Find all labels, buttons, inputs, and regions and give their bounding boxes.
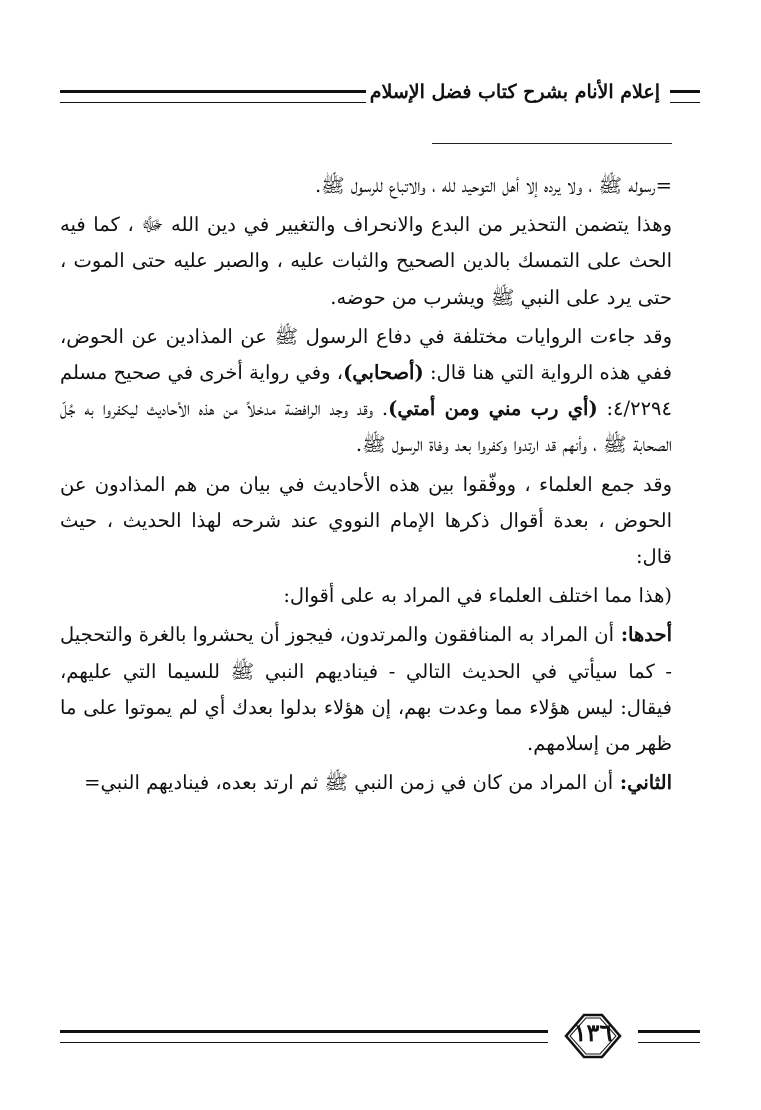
paragraph [60,467,672,576]
bold-phrase: أحدها: [614,623,672,647]
text-run: =رسوله ﷺ ، ولا يرده إلا أهل التوحيد لله ، والاتباع للرسول ﷺ. [314,174,672,197]
header-rule-left [60,90,382,103]
header-rule-right [670,90,700,103]
paragraph [60,765,672,801]
text-run: (هذا مما اختلف العلماء في المراد به على أقوال: [283,584,672,608]
header-underline [432,143,672,144]
text-run: أن المراد من كان في زمن النبي ﷺ ثم ارتد بعده، فيناديهم النبي= [84,771,614,795]
page-number-badge [548,1012,638,1060]
running-header [60,81,700,108]
footer-rule-right [638,1030,700,1043]
body-text [60,168,672,801]
bold-phrase: الثاني: [613,771,672,795]
paragraph [60,207,672,316]
paragraph [60,168,672,204]
text-run: أن المراد به المنافقون والمرتدون، فيجوز أن يحشروا بالغرة والتحجيل - كما سيأتي في الحديث التالي - فيناديهم النبي ﷺ للسيما التي عليهم، فيقال: ليس هؤلاء مما وعدت بهم، إن هؤلاء بدلوا بعدك أي لم يموتوا على ما ظهر من إسلامهم. [60,623,672,756]
text-run: وهذا يتضمن التحذير من البدع والانحراف والتغيير في دين الله ﷻ ، كما فيه الحث على التمسك بالدين الصحيح والثبات عليه ، والصبر عليه حتى الموت ، حتى يرد على النبي ﷺ ويشرب من حوضه. [60,213,672,309]
paragraph [60,319,672,464]
text-run: وقد جمع العلماء ، ووفّقوا بين هذه الأحاديث في بيان من هم المذادون عن الحوض ، بعدة أقوال ذكرها الإمام النووي عند شرحه لهذا الحديث ، حيث قال: [60,472,672,569]
footer-rule-left [60,1030,548,1043]
page-number: ١٣٦ [573,1018,613,1047]
text-run: ، وفي رواية أخرى في صحيح مسلم ٤/٢٢٩٤: [60,361,672,421]
paragraph [60,578,672,614]
text-run: . وقد وجد الرافضة مدخلاً من هذه الأحاديث ليكفروا به جُلّ الصحابة ﷺ ، وأنهم قد ارتدوا وكفروا بعد وفاة الرسول ﷺ. [60,397,672,457]
bold-phrase: (أصحابي) [343,361,424,385]
page-footer [60,1012,700,1060]
bold-phrase: (أي رب مني ومن أمتي) [388,397,598,421]
text-run: وقد جاءت الروايات مختلفة في دفاع الرسول ﷺ عن المذادين عن الحوض، ففي هذه الرواية التي هنا قال: [60,324,672,385]
paragraph [60,617,672,762]
book-title: إعلام الأنام بشرح كتاب فضل الإسلام [366,81,664,103]
